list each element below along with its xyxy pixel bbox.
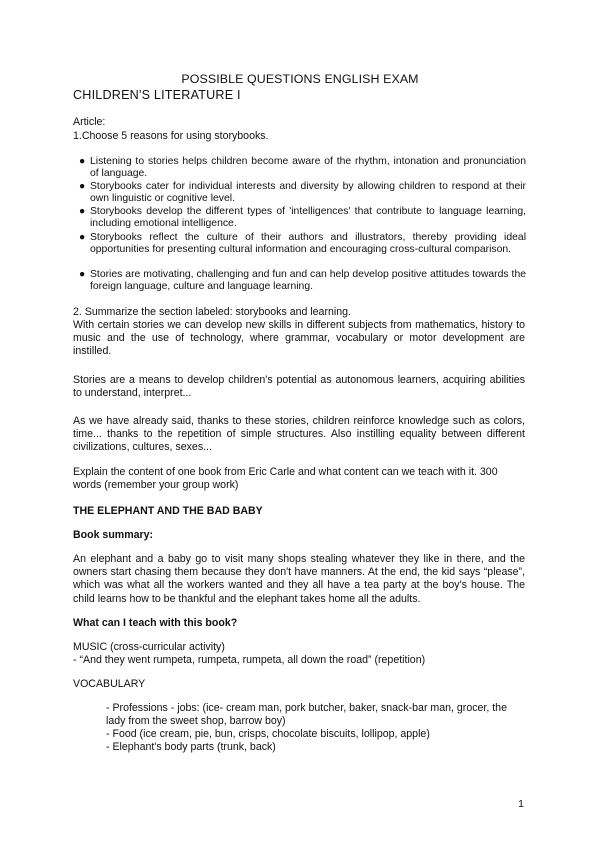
bullet-item: [79, 269, 526, 293]
bullet-icon: ●: [79, 269, 86, 280]
book-summary-text: An elephant and a baby go to visit many shops stealing whatever they like in there, and the owners start chasing them because they don't have manners. At the end, the kid says “please”, which was what all the workers wanted and they all have a tea party at the boy's house. The child learns how to be thankful and the elephant takes home all the adults.: [73, 553, 525, 605]
summary-paragraph: As we have already said, thanks to these stories, children reinforce knowledge such as colors, time... thanks to the repetition of simple structures. Also instilling equality between different civilizations, cultures, sexes...: [73, 415, 525, 454]
document-subtitle: CHILDREN'S LITERATURE I: [73, 88, 241, 102]
bullet-icon: ●: [79, 181, 86, 192]
vocabulary-item-continued: lady from the sweet shop, barrow boy): [106, 715, 286, 727]
summary-paragraph: Stories are a means to develop children's potential as autonomous learners, acquiring abilities to understand, interpret...: [73, 374, 525, 400]
vocabulary-item: - Food (ice cream, pie, bun, crisps, chocolate biscuits, lollipop, apple): [106, 728, 430, 740]
page-number: 1: [518, 798, 524, 810]
book-summary-heading: Book summary:: [73, 529, 154, 541]
bullet-text: Storybooks develop the different types of 'intelligences' that contribute to language learning, including emotional intelligence.: [90, 206, 526, 229]
bullet-item: [79, 181, 526, 205]
bullet-text: Storybooks cater for individual interests and diversity by allowing children to respond at their own linguistic or cognitive level.: [90, 181, 526, 204]
question-2: 2. Summarize the section labeled: storybooks and learning.: [73, 306, 351, 318]
bullet-icon: ●: [79, 156, 86, 167]
bullet-icon: ●: [79, 232, 86, 243]
vocabulary-label: VOCABULARY: [73, 678, 146, 690]
question-3: Explain the content of one book from Eric Carle and what content can we teach with it. 300 words (remember your group work): [73, 466, 498, 492]
document-title: POSSIBLE QUESTIONS ENGLISH EXAM: [181, 72, 419, 86]
teach-heading: What can I teach with this book?: [73, 617, 238, 629]
bullet-icon: ●: [79, 206, 86, 217]
book-title: THE ELEPHANT AND THE BAD BABY: [73, 505, 263, 517]
vocabulary-item: - Elephant's body parts (trunk, back): [106, 741, 276, 753]
vocabulary-item: - Professions - jobs: (ice- cream man, pork butcher, baker, snack-bar man, grocer, the: [106, 702, 507, 714]
summary-paragraph: With certain stories we can develop new skills in different subjects from mathematics, history to music and the use of technology, where grammar, vocabulary or motor development are instilled.: [73, 319, 525, 358]
article-label: Article:: [73, 116, 106, 128]
bullet-item: [79, 232, 526, 256]
music-item: - “And they went rumpeta, rumpeta, rumpeta, all down the road” (repetition): [73, 654, 426, 666]
bullet-text: Storybooks reflect the culture of their authors and illustrators, thereby providing ideal opportunities for presenting cultural information and encouraging cross-cultural comparison.: [90, 232, 526, 255]
question-1: 1.Choose 5 reasons for using storybooks.: [73, 130, 269, 142]
bullet-item: [79, 206, 526, 230]
bullet-item: [79, 156, 526, 180]
music-label: MUSIC (cross-curricular activity): [73, 641, 225, 653]
bullet-text: Stories are motivating, challenging and fun and can help develop positive attitudes towards the foreign language, culture and language learning.: [90, 269, 526, 292]
bullet-text: Listening to stories helps children become aware of the rhythm, intonation and pronunciation of language.: [90, 156, 526, 179]
